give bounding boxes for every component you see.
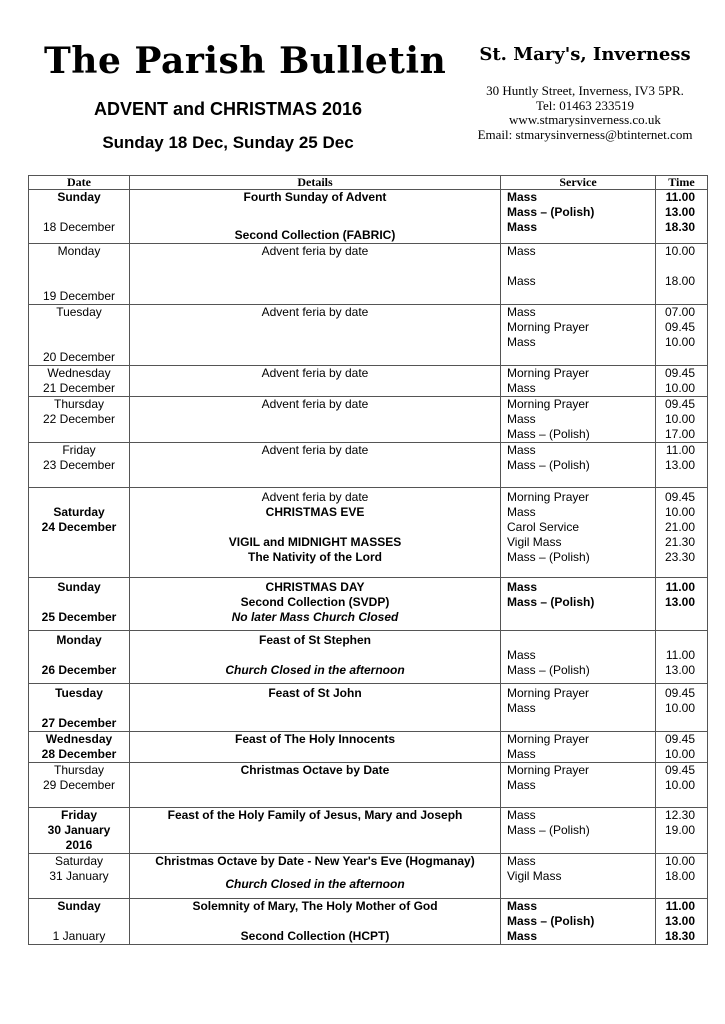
details-line [130,205,500,220]
details-line: Feast of St John [268,686,362,700]
table-row [29,763,708,808]
service-line: Morning Prayer [507,732,590,746]
details-cell [130,854,501,899]
date-line: Saturday [53,505,105,519]
telephone: Tel: 01463 233519 [535,97,635,113]
time-line: 09.45 [664,686,695,700]
details-line [130,914,500,929]
date-cell [29,190,130,244]
details-line: Fourth Sunday of Advent [243,190,387,204]
details-cell [130,631,501,684]
details-line: CHRISTMAS DAY [265,580,365,594]
service-line: Morning Prayer [507,320,590,334]
time-line: 09.45 [664,397,695,411]
service-line: Mass [507,747,536,761]
table-row [29,190,708,244]
service-cell [501,684,656,732]
date-line [29,274,129,289]
time-line: 07.00 [664,305,695,319]
table-row [29,578,708,631]
time-line: 09.45 [664,763,695,777]
time-line: 11.00 [665,899,695,913]
service-line: Vigil Mass [507,535,562,549]
details-cell [130,808,501,854]
date-cell [29,899,130,945]
date-line: 25 December [41,610,117,624]
time-cell [656,488,708,578]
service-line: Mass [507,274,536,288]
date-line [29,648,129,663]
date-line: Friday [62,443,96,457]
details-cell [130,578,501,631]
service-line: Morning Prayer [507,763,590,777]
time-line [656,259,695,274]
date-cell [29,244,130,305]
table-row [29,397,708,443]
date-line: Sunday [57,899,101,913]
service-line: Mass – (Polish) [507,550,590,564]
date-line [29,595,129,610]
date-line: 21 December [42,381,116,395]
date-line [29,490,129,505]
date-line [29,320,129,335]
date-cell [29,305,130,366]
details-line: Advent feria by date [261,244,369,258]
date-line: Thursday [53,763,105,777]
service-line: Mass [507,505,536,519]
service-cell [501,190,656,244]
date-line: Sunday [57,190,101,204]
time-cell [656,732,708,763]
table-row [29,244,708,305]
time-line: 10.00 [664,412,695,426]
details-line: Christmas Octave by Date [240,763,390,777]
details-line: Second Collection (SVDP) [240,595,390,609]
time-line: 18.30 [664,929,695,943]
time-line: 18.00 [664,274,695,288]
column-header-details: Details [130,176,501,190]
time-line: 18.30 [664,220,695,234]
time-line: 19.00 [664,823,695,837]
service-line: Mass – (Polish) [507,458,590,472]
details-cell [130,443,501,488]
time-line: 09.45 [664,320,695,334]
time-line: 09.45 [664,366,695,380]
time-line: 09.45 [664,732,695,746]
date-line: Wednesday [45,732,113,746]
service-cell [501,808,656,854]
table-row [29,305,708,366]
time-line: 13.00 [664,663,695,677]
table-row [29,732,708,763]
date-cell [29,808,130,854]
details-cell [130,397,501,443]
service-line: Mass – (Polish) [507,595,595,609]
date-line: 30 January [47,823,111,837]
service-line [507,633,655,648]
time-line: 10.00 [664,244,695,258]
date-line: 29 December [42,778,116,792]
service-line: Mass [507,305,536,319]
details-line: Feast of St Stephen [258,633,371,647]
date-cell [29,366,130,397]
column-header-date: Date [29,176,130,190]
details-cell [130,488,501,578]
service-line: Mass – (Polish) [507,205,595,219]
service-line: Mass [507,381,536,395]
date-line: 28 December [41,747,117,761]
service-cell [501,732,656,763]
time-line: 11.00 [665,648,695,662]
details-line: CHRISTMAS EVE [265,505,365,519]
time-line: 10.00 [664,505,695,519]
time-cell [656,244,708,305]
time-cell [656,808,708,854]
time-cell [656,854,708,899]
service-line: Mass [507,190,538,204]
service-line: Carol Service [507,520,580,534]
column-header-service: Service [501,176,656,190]
date-line: 18 December [42,220,116,234]
service-line: Mass [507,335,536,349]
date-line: 1 January [52,929,106,943]
date-line: Sunday [57,580,101,594]
service-cell [501,397,656,443]
time-line: 11.00 [665,190,695,204]
date-line: Monday [57,244,101,258]
service-line: Mass [507,220,538,234]
table-row [29,808,708,854]
time-line: 11.00 [665,443,695,457]
service-line: Mass [507,778,536,792]
church-name: St. Mary's, Inverness [479,44,691,65]
details-line: Solemnity of Mary, The Holy Mother of God [192,899,438,913]
details-cell [130,684,501,732]
details-line: Feast of The Holy Innocents [234,732,396,746]
date-line: 2016 [65,838,93,852]
service-line: Mass [507,580,538,594]
service-cell [501,899,656,945]
service-cell [501,305,656,366]
time-cell [656,190,708,244]
date-line: 19 December [42,289,116,303]
time-line: 10.00 [664,335,695,349]
service-cell [501,854,656,899]
service-cell [501,578,656,631]
bulletin-subtitle: ADVENT and CHRISTMAS 2016 [93,99,363,119]
date-line: 24 December [41,520,117,534]
date-line: Tuesday [56,305,102,319]
table-row [29,488,708,578]
date-line [29,335,129,350]
date-cell [29,631,130,684]
details-line: Advent feria by date [261,305,369,319]
date-cell [29,684,130,732]
service-line: Mass – (Polish) [507,663,590,677]
details-line: Advent feria by date [261,490,369,504]
date-line: 23 December [42,458,116,472]
service-line: Mass [507,443,536,457]
details-line: Church Closed in the afternoon [225,663,405,677]
details-cell [130,732,501,763]
date-cell [29,443,130,488]
details-line: Christmas Octave by Date - New Year's Eve (Hogmanay) [155,854,475,868]
date-line [29,701,129,716]
service-line: Mass – (Polish) [507,823,590,837]
details-line: Feast of the Holy Family of Jesus, Mary and Joseph [167,808,463,822]
time-cell [656,305,708,366]
date-line: Wednesday [47,366,111,380]
service-line: Mass [507,701,536,715]
address: 30 Huntly Street, Inverness, IV3 5PR. [486,83,684,98]
date-cell [29,578,130,631]
service-line: Mass – (Polish) [507,427,590,441]
service-line: Morning Prayer [507,490,590,504]
time-cell [656,899,708,945]
service-line: Mass [507,899,538,913]
time-line: 13.00 [664,205,695,219]
date-line: 27 December [41,716,117,730]
service-cell [501,488,656,578]
date-cell [29,488,130,578]
email-link[interactable]: Email: stmarysinverness@btinternet.com [477,126,693,142]
time-cell [656,366,708,397]
details-line: Advent feria by date [261,443,369,457]
date-cell [29,854,130,899]
time-cell [656,443,708,488]
service-cell [501,244,656,305]
date-line: Monday [56,633,102,647]
time-line: 17.00 [664,427,695,441]
date-cell [29,732,130,763]
date-line: Tuesday [55,686,103,700]
time-line: 10.00 [664,778,695,792]
details-line: Advent feria by date [261,397,369,411]
details-cell [130,305,501,366]
date-line: Friday [60,808,97,822]
time-line: 18.00 [664,869,695,883]
details-cell [130,899,501,945]
details-cell [130,763,501,808]
date-cell [29,763,130,808]
time-line: 21.00 [664,520,695,534]
contact-block [450,84,720,142]
time-line: 12.30 [664,808,695,822]
date-line [29,259,129,274]
details-line: Second Collection (FABRIC) [234,228,396,242]
service-cell [501,366,656,397]
details-line: Advent feria by date [261,366,369,380]
service-line: Mass [507,412,536,426]
date-line: 20 December [42,350,116,364]
time-cell [656,578,708,631]
table-row [29,443,708,488]
time-line [656,633,695,648]
time-line: 21.30 [664,535,695,549]
time-line: 11.00 [665,580,695,594]
details-cell [130,190,501,244]
date-line: 26 December [41,663,117,677]
time-cell [656,397,708,443]
time-line: 13.00 [664,458,695,472]
details-line: The Nativity of the Lord [247,550,382,564]
column-header-time: Time [656,176,708,190]
time-line: 13.00 [664,914,695,928]
details-line: Second Collection (HCPT) [240,929,390,943]
time-line: 09.45 [664,490,695,504]
details-cell [130,366,501,397]
schedule-table [28,175,708,945]
service-line: Morning Prayer [507,686,590,700]
date-line: Thursday [53,397,105,411]
date-line: 22 December [42,412,116,426]
date-line: Saturday [54,854,104,868]
date-line: 31 January [49,869,109,883]
website-link[interactable]: www.stmarysinverness.co.uk [509,112,661,127]
service-line: Mass [507,648,536,662]
details-cell [130,244,501,305]
service-line [507,259,655,274]
details-line: Church Closed in the afternoon [225,877,405,891]
time-line: 13.00 [664,595,695,609]
service-line: Mass [507,808,536,822]
time-cell [656,763,708,808]
table-row [29,366,708,397]
time-line: 10.00 [664,747,695,761]
date-line [29,205,129,220]
date-line [29,914,129,929]
bulletin-title: The Parish Bulletin [44,40,447,82]
table-row [29,684,708,732]
service-line: Morning Prayer [507,397,590,411]
bulletin-dates: Sunday 18 Dec, Sunday 25 Dec [102,133,354,152]
service-line: Morning Prayer [507,366,590,380]
time-line: 10.00 [664,854,695,868]
details-line [130,648,500,663]
service-cell [501,631,656,684]
service-line: Mass [507,244,536,258]
details-line [130,520,500,535]
time-line: 10.00 [664,701,695,715]
service-cell [501,443,656,488]
table-row [29,899,708,945]
service-line: Mass [507,929,538,943]
time-cell [656,684,708,732]
service-line: Mass [507,854,536,868]
time-line: 23.30 [664,550,695,564]
time-cell [656,631,708,684]
date-cell [29,397,130,443]
details-line: No later Mass Church Closed [231,610,399,624]
table-row [29,854,708,899]
service-line: Mass – (Polish) [507,914,595,928]
table-row [29,631,708,684]
service-line: Vigil Mass [507,869,562,883]
details-line: VIGIL and MIDNIGHT MASSES [228,535,402,549]
service-cell [501,763,656,808]
table-header-row [29,176,708,190]
time-line: 10.00 [664,381,695,395]
